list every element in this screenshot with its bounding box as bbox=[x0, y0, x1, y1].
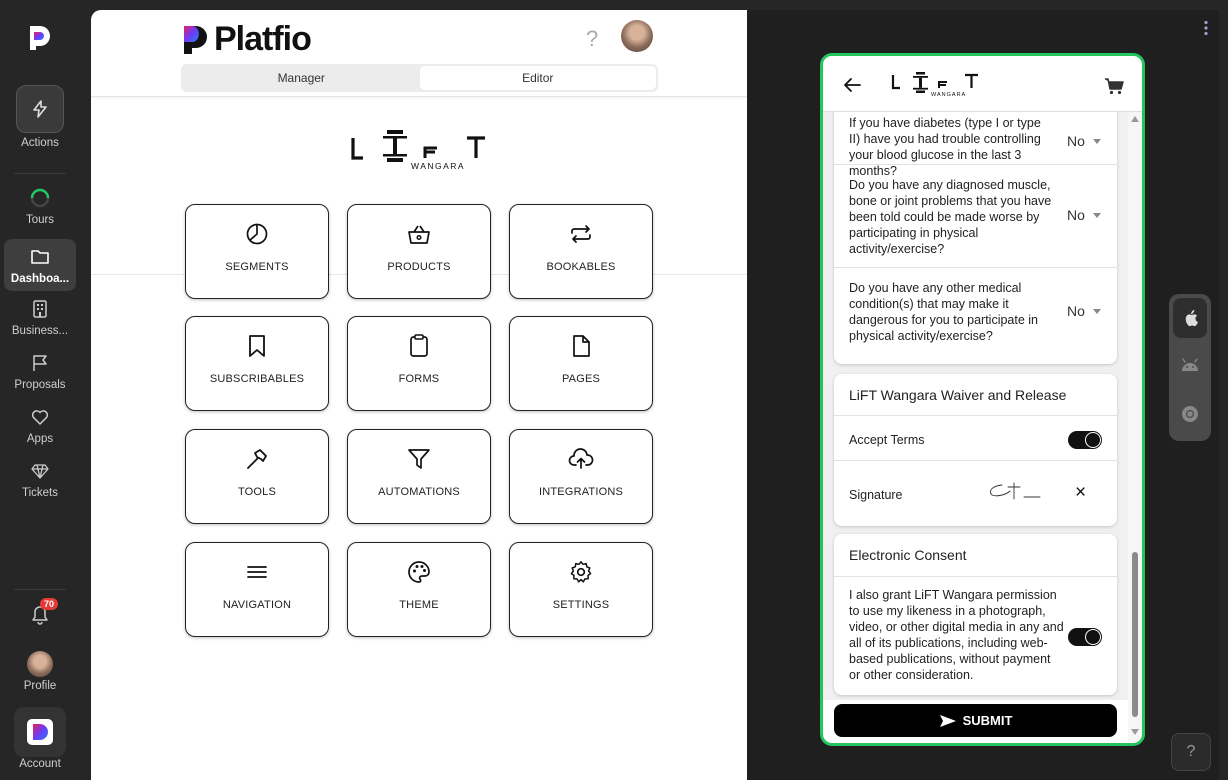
chevron-down-icon[interactable] bbox=[1093, 213, 1101, 218]
accept-terms-label: Accept Terms bbox=[849, 433, 925, 447]
apple-icon bbox=[1182, 309, 1198, 327]
question-text: Do you have any diagnosed muscle, bone or joint problems that you have been told could be made worse by participating in physical activity/exercise? bbox=[849, 178, 1052, 256]
scroll-up-icon[interactable] bbox=[1131, 116, 1139, 122]
health-questions-card bbox=[834, 112, 1117, 364]
lift-wangara-logo bbox=[349, 124, 489, 174]
question-text: Do you have any other medical condition(s) that may make it dangerous for you to participate in physical activity/exercise? bbox=[849, 281, 1039, 343]
tile-tools[interactable] bbox=[185, 429, 329, 524]
gear-icon bbox=[568, 559, 594, 585]
brand-name: Platfio bbox=[214, 20, 311, 58]
question-text: If you have diabetes (type I or type II) have you had trouble controlling your blood glucose in the last 3 months? bbox=[849, 116, 1041, 178]
question-row bbox=[834, 165, 1117, 268]
tile-label: SEGMENTS bbox=[225, 261, 289, 273]
palette-icon bbox=[406, 559, 432, 585]
sidebar-item-business[interactable] bbox=[4, 291, 76, 343]
chrome-icon bbox=[1181, 405, 1199, 423]
android-icon bbox=[1180, 358, 1200, 372]
diamond-icon bbox=[30, 461, 50, 481]
logo-sub-text: WANGARA bbox=[411, 161, 466, 171]
question-row bbox=[834, 268, 1117, 362]
tile-integrations[interactable] bbox=[509, 429, 653, 524]
preview-form bbox=[823, 112, 1128, 700]
card-title: LiFT Wangara Waiver and Release bbox=[849, 387, 1067, 403]
help-icon[interactable]: ? bbox=[586, 26, 599, 51]
editor-header bbox=[91, 10, 747, 97]
sidebar-item-label: Tickets bbox=[22, 487, 58, 499]
preview-app-bar bbox=[823, 56, 1142, 112]
back-arrow-icon[interactable] bbox=[843, 77, 861, 93]
hammer-icon bbox=[244, 446, 270, 472]
sidebar-item-label: Apps bbox=[26, 433, 54, 445]
sidebar-item-label: Dashboa... bbox=[10, 273, 70, 285]
divider bbox=[834, 460, 1117, 461]
heart-icon bbox=[30, 407, 50, 427]
divider bbox=[834, 576, 1117, 577]
answer-select[interactable]: No bbox=[1067, 207, 1085, 223]
editor-panel bbox=[91, 10, 747, 780]
sidebar-divider bbox=[14, 589, 66, 590]
platform-switcher bbox=[1169, 294, 1211, 441]
actions-label: Actions bbox=[21, 137, 59, 149]
tile-label: SUBSCRIBABLES bbox=[209, 373, 305, 385]
tile-label: NAVIGATION bbox=[222, 599, 292, 611]
clipboard-icon bbox=[406, 333, 432, 359]
consent-card bbox=[834, 534, 1117, 695]
platform-android-button[interactable] bbox=[1173, 345, 1207, 385]
tile-settings[interactable] bbox=[509, 542, 653, 637]
preview-scrollbar[interactable] bbox=[1128, 112, 1142, 742]
waiver-card bbox=[834, 374, 1117, 526]
chevron-down-icon[interactable] bbox=[1093, 309, 1101, 314]
send-icon bbox=[939, 714, 957, 728]
tab-manager[interactable]: Manager bbox=[277, 71, 325, 85]
sidebar-divider bbox=[14, 173, 66, 174]
sidebar-item-tickets[interactable] bbox=[4, 453, 76, 505]
sidebar-item-label: Business... bbox=[11, 325, 69, 337]
tile-pages[interactable] bbox=[509, 316, 653, 411]
more-options-icon[interactable] bbox=[1203, 20, 1209, 36]
user-avatar[interactable] bbox=[621, 20, 653, 52]
signature-pad[interactable] bbox=[984, 481, 1044, 503]
tile-subscribables[interactable] bbox=[185, 316, 329, 411]
help-button[interactable]: ? bbox=[1171, 733, 1211, 771]
consent-toggle[interactable] bbox=[1068, 628, 1102, 646]
tile-theme[interactable] bbox=[347, 542, 491, 637]
account-label: Account bbox=[19, 758, 61, 770]
tile-label: AUTOMATIONS bbox=[378, 486, 460, 498]
brand-logo[interactable] bbox=[184, 20, 311, 59]
cloud-upload-icon bbox=[568, 446, 594, 472]
tile-forms[interactable] bbox=[347, 316, 491, 411]
platform-web-button[interactable] bbox=[1173, 394, 1207, 434]
tile-segments[interactable] bbox=[185, 204, 329, 299]
tile-label: SETTINGS bbox=[552, 599, 610, 611]
tile-label: TOOLS bbox=[237, 486, 277, 498]
sidebar-item-apps[interactable] bbox=[4, 399, 76, 451]
menu-icon bbox=[244, 559, 270, 585]
file-icon bbox=[568, 333, 594, 359]
question-row bbox=[834, 112, 1117, 178]
answer-select[interactable]: No bbox=[1067, 303, 1085, 319]
tile-label: BOOKABLES bbox=[546, 261, 616, 273]
tab-editor[interactable]: Editor bbox=[420, 66, 657, 90]
tile-products[interactable] bbox=[347, 204, 491, 299]
profile-label: Profile bbox=[23, 680, 57, 692]
tile-automations[interactable] bbox=[347, 429, 491, 524]
actions-button[interactable] bbox=[16, 85, 64, 133]
divider bbox=[834, 415, 1117, 416]
folder-icon bbox=[30, 247, 50, 267]
pie-chart-icon bbox=[244, 221, 270, 247]
account-button[interactable] bbox=[14, 707, 66, 757]
tile-label: PAGES bbox=[561, 373, 601, 385]
tile-bookables[interactable] bbox=[509, 204, 653, 299]
basket-icon bbox=[406, 221, 432, 247]
consent-text: I also grant LiFT Wangara permission to use my likeness in a photograph, video, or other digital media in any and all of its publications, including web-based publications, without payment or other consideration. bbox=[849, 588, 1064, 682]
phone-preview bbox=[820, 53, 1145, 746]
bookmark-icon bbox=[244, 333, 270, 359]
sidebar-item-proposals[interactable] bbox=[4, 345, 76, 397]
clear-signature-icon[interactable]: × bbox=[1075, 482, 1087, 503]
progress-ring-icon bbox=[30, 188, 50, 208]
sidebar-item-dashboard[interactable] bbox=[4, 239, 76, 291]
tile-label: PRODUCTS bbox=[387, 261, 451, 273]
platfio-logo-icon bbox=[184, 24, 210, 56]
platfio-logo-icon[interactable] bbox=[28, 24, 52, 50]
platfio-app-icon bbox=[27, 719, 53, 745]
lift-wangara-logo bbox=[891, 70, 981, 98]
accept-terms-toggle[interactable] bbox=[1068, 431, 1102, 449]
filter-icon bbox=[406, 446, 432, 472]
notification-badge: 70 bbox=[40, 598, 58, 610]
scroll-thumb[interactable] bbox=[1132, 552, 1138, 717]
sidebar-item-label: Proposals bbox=[14, 379, 66, 391]
chevron-down-icon[interactable] bbox=[1093, 139, 1101, 144]
sidebar-item-label: Tours bbox=[25, 214, 55, 226]
signature-label: Signature bbox=[849, 488, 903, 502]
cart-icon[interactable] bbox=[1104, 77, 1124, 95]
submit-label: SUBMIT bbox=[962, 713, 1013, 728]
tile-navigation[interactable] bbox=[185, 542, 329, 637]
lightning-icon bbox=[30, 99, 50, 119]
logo-sub-text: WANGARA bbox=[931, 92, 967, 98]
profile-avatar[interactable] bbox=[27, 651, 53, 677]
tile-label: FORMS bbox=[398, 373, 440, 385]
card-title: Electronic Consent bbox=[849, 547, 967, 563]
scroll-down-icon[interactable] bbox=[1131, 729, 1139, 735]
tile-label: THEME bbox=[399, 599, 439, 611]
repeat-icon bbox=[568, 221, 594, 247]
building-icon bbox=[30, 299, 50, 319]
sidebar-item-tours[interactable] bbox=[4, 180, 76, 232]
tile-label: INTEGRATIONS bbox=[538, 486, 624, 498]
mode-switcher bbox=[181, 64, 658, 92]
submit-button[interactable] bbox=[834, 704, 1117, 737]
flag-icon bbox=[30, 353, 50, 373]
app-sidebar bbox=[0, 0, 80, 780]
platform-ios-button[interactable] bbox=[1173, 298, 1207, 338]
answer-select[interactable]: No bbox=[1067, 133, 1085, 149]
